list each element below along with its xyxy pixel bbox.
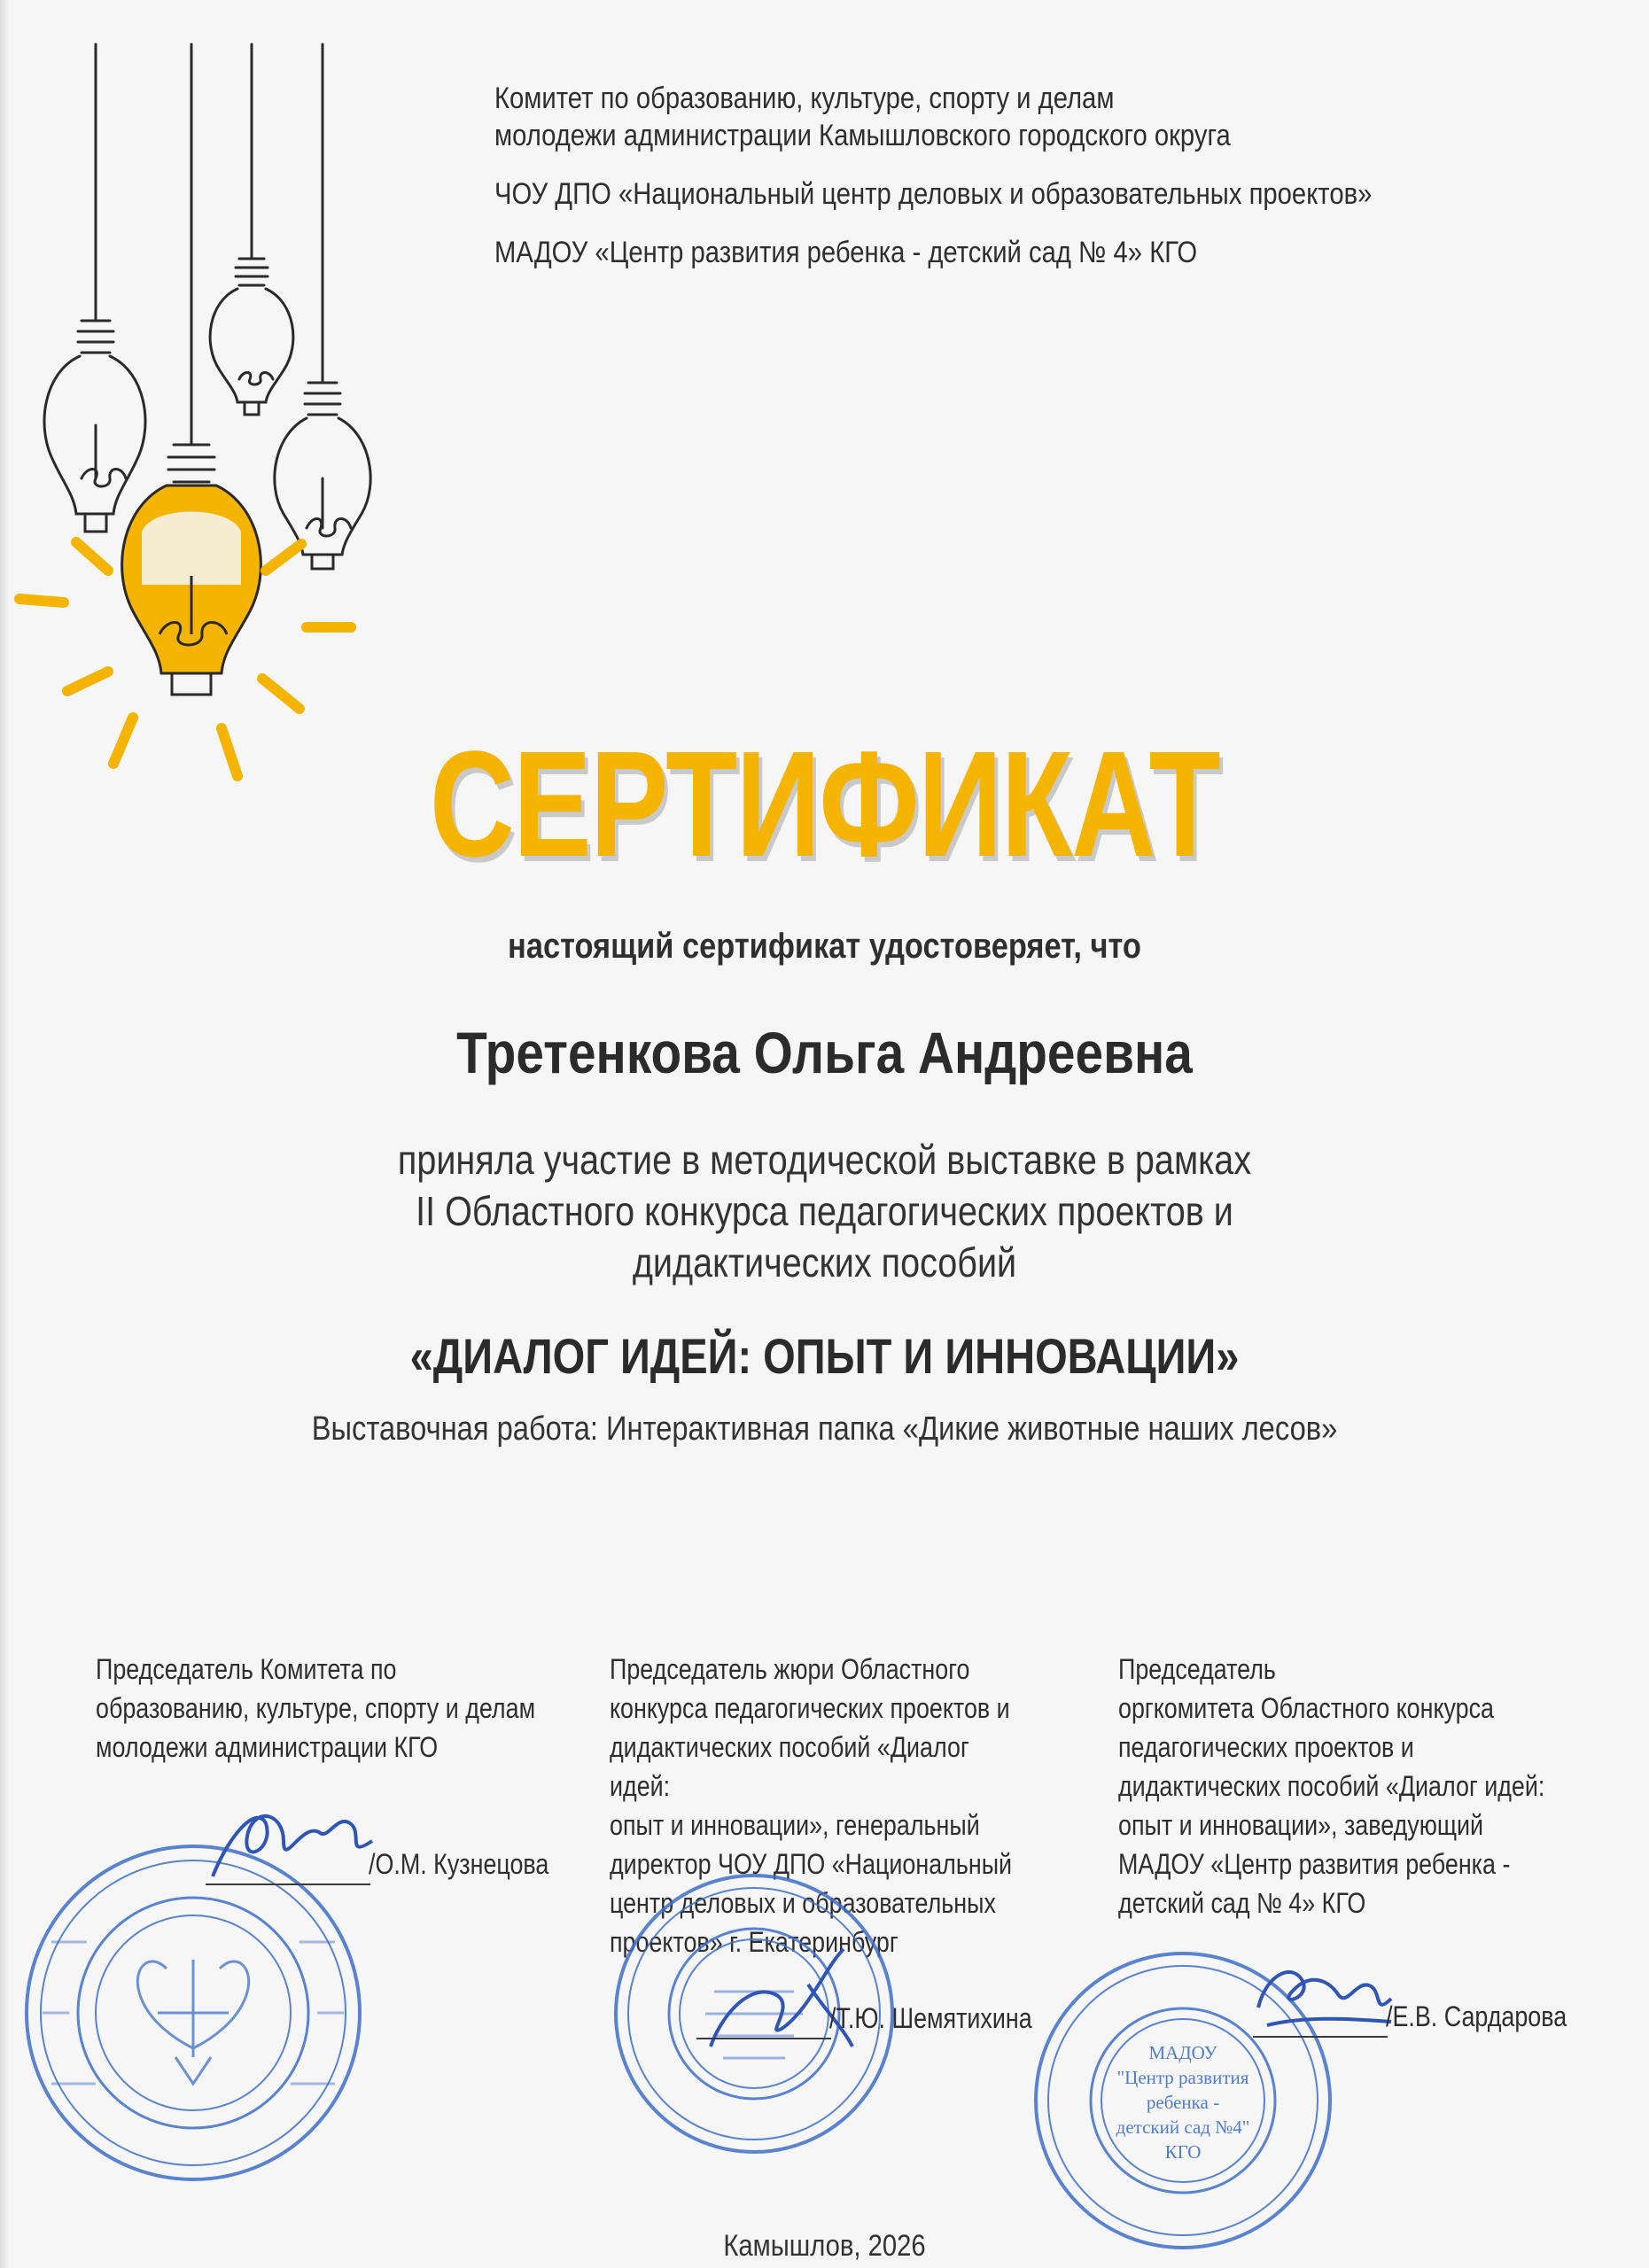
- light-bulbs-illustration: [0, 35, 372, 806]
- signature-line-jury: [696, 2038, 831, 2039]
- desc-line-1: приняла участие в методической выставке в рамках: [397, 1137, 1252, 1183]
- desc-line-3: дидактических пособий: [632, 1239, 1017, 1285]
- signatory-name-shemyatikhina: /Т.Ю. Шемятихина: [829, 2002, 1032, 2034]
- bulb-outline-right: [275, 383, 370, 569]
- exhibition-work: Выставочная работа: Интерактивная папка «Дикие животные наших лесов»: [311, 1410, 1338, 1448]
- certificate-intro: настоящий сертификат удостоверяет, что: [508, 927, 1141, 966]
- signatory-name-sardarova: /Е.В. Сардарова: [1386, 2000, 1567, 2032]
- seal-text-line3: ребенка -: [1146, 2092, 1220, 2113]
- signature-kuznetsova: [195, 1797, 390, 1894]
- org-kindergarten: МАДОУ «Центр развития ребенка - детский сад № 4» КГО: [494, 236, 1198, 269]
- organizers-block: [494, 80, 1447, 271]
- org-center: ЧОУ ДПО «Национальный центр деловых и образовательных проектов»: [494, 177, 1373, 211]
- seal-text-line1: МАДОУ: [1148, 2042, 1217, 2063]
- bulb-outline-left: [44, 321, 145, 532]
- signatory-role-jury: Председатель жюри Областного конкурса педагогических проектов и дидактических пособий «Диалог идей: опыт и инновации», генеральный директор ЧОУ ДПО «Национальный центр деловых и образовательных проектов» г. Екатеринбург: [610, 1653, 1013, 1958]
- signatory-role-committee: Председатель Комитета по образованию, культуре, спорту и делам молодежи администрации КГО: [96, 1653, 536, 1763]
- org-committee-line2: молодежи администрации Камышловского городского округа: [494, 119, 1231, 152]
- signature-sardarova: [1241, 1946, 1400, 2043]
- org-committee-line1: Комитет по образованию, культуре, спорту и делам: [494, 82, 1115, 115]
- bulb-outline-top: [210, 259, 293, 415]
- bulb-lit-main: [122, 485, 261, 695]
- certificate-title: СЕРТИФИКАТ: [429, 720, 1220, 889]
- signature-shemyatikhina: [693, 1931, 861, 2064]
- participation-description: [115, 1134, 1533, 1288]
- signatory-name-kuznetsova: /О.М. Кузнецова: [369, 1848, 549, 1880]
- coat-of-arms-icon: [137, 1960, 248, 2084]
- seal-text-line2: "Центр развития: [1116, 2067, 1249, 2088]
- city-year: Камышлов, 2026: [723, 2229, 926, 2263]
- desc-line-2: II Областного конкурса педагогических проектов и: [416, 1188, 1233, 1234]
- seal-text-line5: КГО: [1164, 2141, 1202, 2163]
- signatory-role-orgcommittee: Председатель оргкомитета Областного конкурса педагогических проектов и дидактических пособий «Диалог идей: опыт и инновации», заведующий МАДОУ «Центр развития ребенка - детский сад № 4» КГО: [1118, 1653, 1545, 1919]
- signature-line-orgcommittee: [1253, 2036, 1388, 2038]
- contest-name: «ДИАЛОГ ИДЕЙ: ОПЫТ И ИННОВАЦИИ»: [409, 1328, 1240, 1384]
- signature-line-committee: [206, 1884, 370, 1885]
- recipient-name: Третенкова Ольга Андреевна: [456, 1020, 1193, 1085]
- seal-text-line4: детский сад №4": [1116, 2117, 1250, 2138]
